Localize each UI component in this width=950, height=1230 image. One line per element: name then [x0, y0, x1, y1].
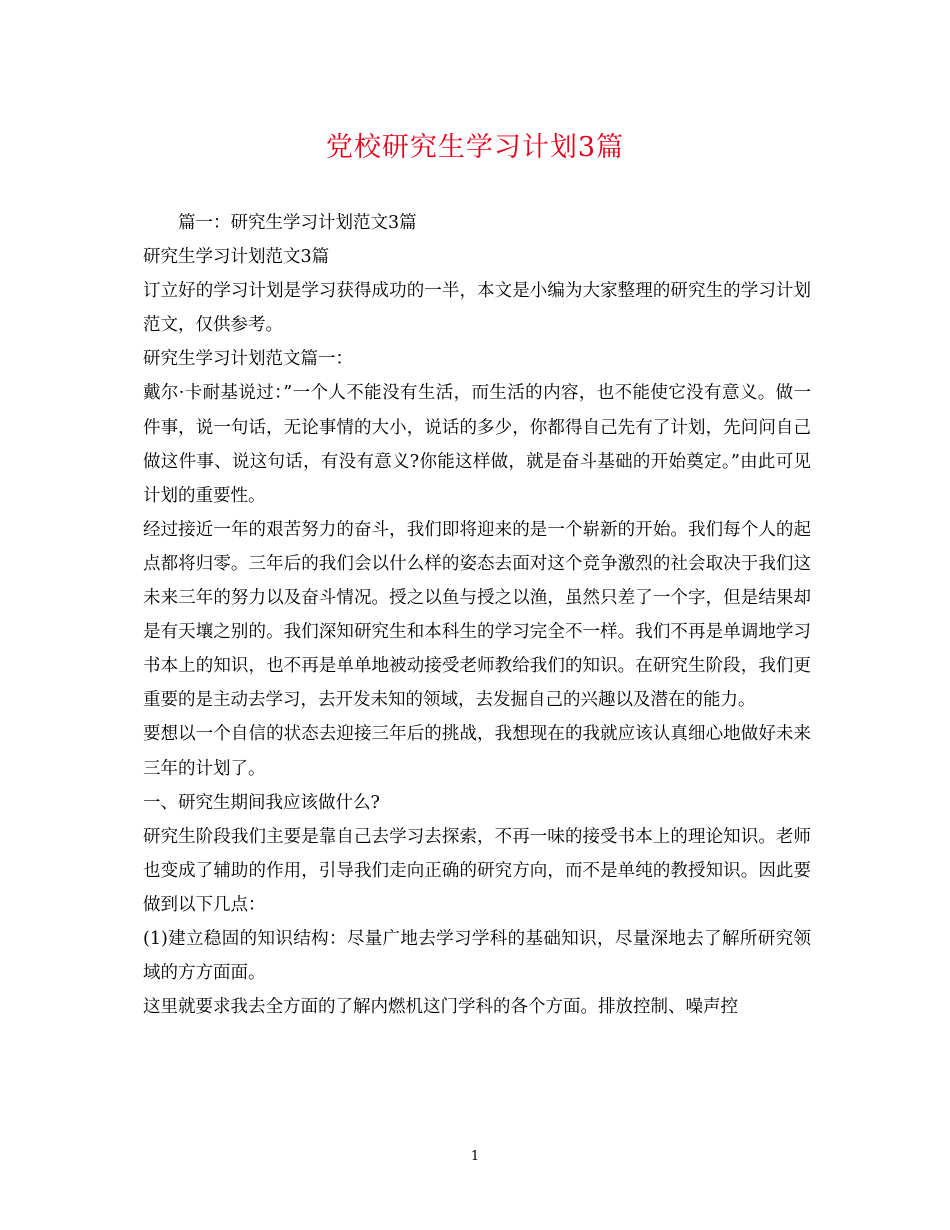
paragraph-goal: 要想以一个自信的状态去迎接三年后的挑战，我想现在的我就应该认真细心地做好未来三年的计划了。 — [143, 724, 811, 779]
page-number: 1 — [470, 1149, 480, 1164]
paragraph-subtitle: 研究生学习计划范文3篇 — [143, 247, 330, 268]
paragraph-section-heading: 篇一：研究生学习计划范文3篇 — [178, 213, 417, 233]
paragraph-question-heading: 一、研究生期间我应该做什么? — [143, 792, 380, 813]
paragraph-intro: 订立好的学习计划是学习获得成功的一半，本文是小编为大家整理的研究生的学习计划范文，仅供参考。 — [143, 281, 811, 336]
paragraph-article-heading: 研究生学习计划范文篇一： — [143, 349, 353, 370]
document-body — [143, 206, 811, 1024]
paragraph-point-1: (1)建立稳固的知识结构：尽量广地去学习学科的基础知识，尽量深地去了解所研究领域的方方面面。 — [143, 928, 811, 984]
paragraph-approach: 研究生阶段我们主要是靠自己去学习去探索，不再一味的接受书本上的理论知识。老师也变成了辅助的作用，引导我们走向正确的研究方向，而不是单纯的教授知识。因此要做到以下几点： — [143, 826, 811, 915]
document-title: 党校研究生学习计划3篇 — [325, 132, 625, 163]
paragraph-quote: 戴尔·卡耐基说过：”一个人不能没有生活，而生活的内容，也不能使它没有意义。做一件事，说一句话，无论事情的大小，说话的多少，你都得自己先有了计划，先问问自己做这件事、说这句话，有没有意义?你能这样做，就是奋斗基础的开始奠定。”由此可见计划的重要性。 — [143, 383, 811, 506]
paragraph-background: 经过接近一年的艰苦努力的奋斗，我们即将迎来的是一个崭新的开始。我们每个人的起点都将归零。三年后的我们会以什么样的姿态去面对这个竞争激烈的社会取决于我们这未来三年的努力以及奋斗情况。授之以鱼与授之以渔，虽然只差了一个字，但是结果却是有天壤之别的。我们深知研究生和本科生的学习完全不一样。我们不再是单调地学习书本上的知识，也不再是单单地被动接受老师教给我们的知识。在研究生阶段，我们更重要的是主动去学习，去开发未知的领域，去发掘自己的兴趣以及潜在的能力。 — [143, 519, 811, 711]
paragraph-details: 这里就要求我去全方面的了解内燃机这门学科的各个方面。排放控制、噪声控 — [143, 997, 738, 1018]
